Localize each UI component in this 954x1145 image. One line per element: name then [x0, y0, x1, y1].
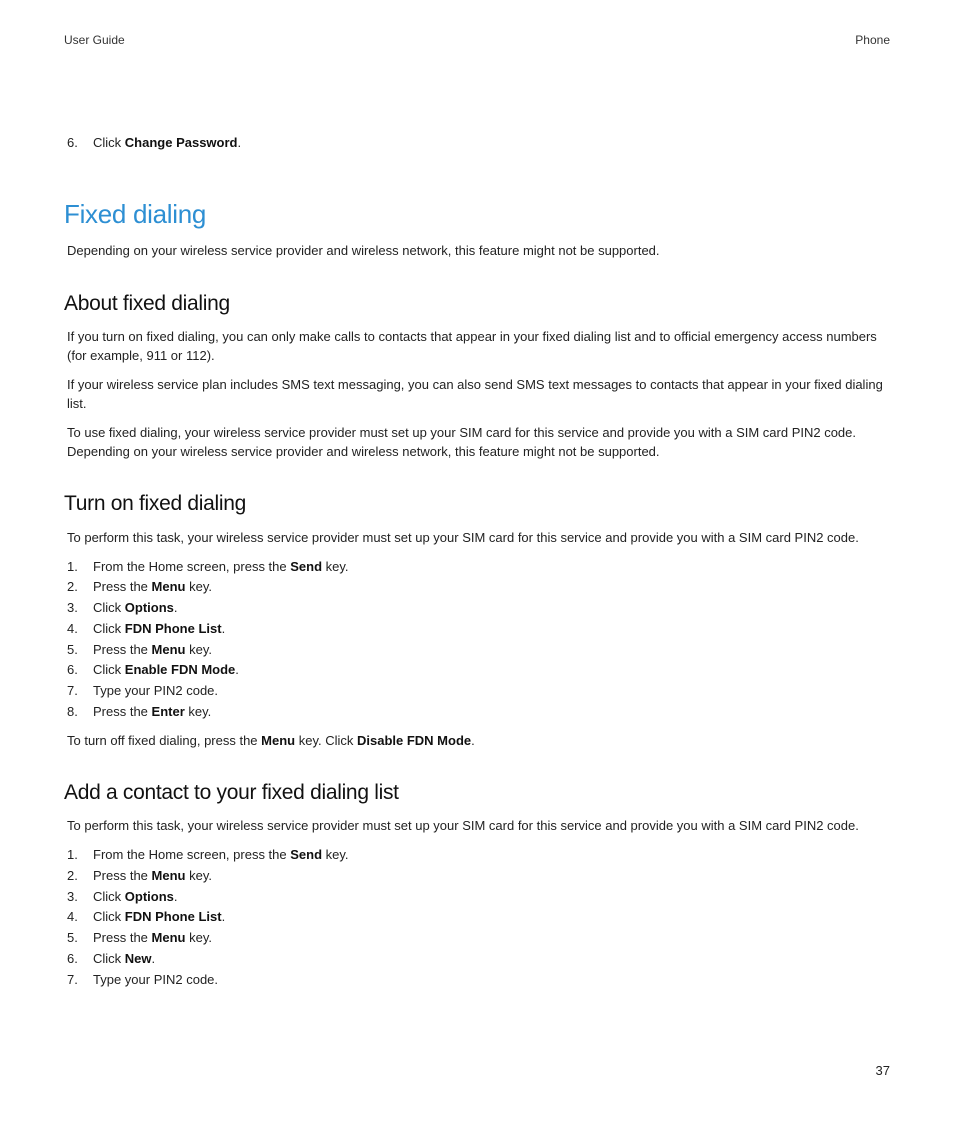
running-header-left: User Guide	[64, 33, 125, 47]
list-item	[64, 660, 892, 681]
step-text-end: .	[221, 909, 226, 925]
step-ui-term: Menu	[151, 579, 186, 595]
turn-off-note	[67, 731, 892, 750]
step-ui-term: Menu	[151, 930, 186, 946]
step-text-end: .	[235, 662, 239, 678]
step-text-end: key.	[185, 579, 212, 595]
note-text: .	[471, 733, 475, 749]
section-heading-about: About fixed dialing	[64, 291, 230, 315]
step-ui-term: New	[124, 950, 152, 966]
step-number: 1.	[67, 558, 78, 574]
about-paragraph-3: To use fixed dialing, your wireless service provider must set up your SIM card for this service and provide you with a SIM card PIN2 code. Depending on your wireless service provider and wireless network, this feature might not be supported.	[67, 424, 857, 459]
step-text: Click	[93, 888, 125, 904]
step-text-end: key.	[185, 641, 212, 657]
note-text: To turn off fixed dialing, press the	[67, 733, 262, 749]
list-item	[64, 598, 892, 619]
step-text-end: key.	[322, 558, 349, 574]
list-item	[64, 702, 892, 723]
step-ui-term: Send	[290, 847, 323, 863]
title-note: Depending on your wireless service provider and wireless network, this feature might not be supported.	[67, 242, 660, 258]
add-contact-intro: To perform this task, your wireless service provider must set up your SIM card for this service and provide you with a SIM card PIN2 code.	[67, 818, 859, 834]
list-item	[64, 887, 892, 908]
page-content	[64, 133, 892, 990]
list-item	[64, 928, 892, 949]
step-text: Click	[93, 620, 125, 636]
step-ui-term: FDN Phone List	[124, 909, 222, 925]
running-header-right: Phone	[855, 33, 890, 47]
step-text-end: key.	[322, 847, 349, 863]
step-text: Click	[93, 135, 125, 150]
section-heading-add-contact: Add a contact to your fixed dialing list	[64, 781, 399, 805]
step-number: 4.	[67, 909, 78, 925]
step-number: 7.	[67, 682, 78, 698]
step-number: 4.	[67, 620, 78, 636]
step-text-end: .	[173, 888, 178, 904]
list-item	[64, 619, 892, 640]
step-text-end: key.	[184, 703, 212, 719]
step-ui-term: Send	[290, 558, 323, 574]
step-text: Press the	[93, 579, 152, 595]
step-number: 2.	[67, 868, 78, 884]
about-paragraph-1: If you turn on fixed dialing, you can only make calls to contacts that appear in your fixed dialing list and to official emergency access numbers (for example, 911 or 112).	[67, 328, 877, 363]
list-item	[64, 845, 892, 866]
step-number: 5.	[67, 641, 78, 657]
step-text: Press the	[93, 868, 152, 884]
step-text: From the Home screen, press the	[93, 847, 291, 863]
list-item	[64, 866, 892, 887]
step-ui-term: Menu	[151, 641, 186, 657]
list-item	[64, 681, 892, 702]
turn-on-intro: To perform this task, your wireless service provider must set up your SIM card for this service and provide you with a SIM card PIN2 code.	[67, 529, 859, 545]
step-ui-term: Enter	[151, 703, 185, 719]
step-ui-term: Options	[124, 600, 174, 616]
step-text: Click	[93, 600, 125, 616]
step-ui-term: Options	[124, 888, 174, 904]
step-text-end: .	[237, 135, 242, 150]
step-text: Click	[93, 909, 125, 925]
list-item	[64, 949, 892, 970]
step-ui-term: Menu	[151, 868, 186, 884]
note-ui-term: Menu	[261, 733, 296, 749]
step-number: 6.	[67, 135, 78, 150]
step-text-end: key.	[185, 868, 212, 884]
step-text: Click	[93, 662, 125, 678]
step-number: 6.	[67, 950, 78, 966]
step-text: Click	[93, 950, 125, 966]
step-number: 7.	[67, 971, 78, 987]
list-item	[64, 557, 892, 578]
list-item	[64, 640, 892, 661]
list-item	[64, 577, 892, 598]
step-number: 6.	[67, 662, 78, 678]
step-ui-term: Enable FDN Mode	[124, 662, 236, 678]
step-text: Press the	[93, 930, 152, 946]
step-text-end: .	[221, 620, 226, 636]
step-ui-term: FDN Phone List	[124, 620, 222, 636]
step-text-end: .	[151, 950, 156, 966]
list-item	[64, 133, 892, 154]
step-number: 1.	[67, 847, 78, 863]
step-text: Type your PIN2 code.	[93, 682, 219, 698]
section-heading-turn-on: Turn on fixed dialing	[64, 491, 247, 515]
step-text: From the Home screen, press the	[93, 558, 291, 574]
step-ui-term: Change Password	[124, 135, 238, 150]
step-number: 8.	[67, 703, 78, 719]
step-text: Type your PIN2 code.	[93, 971, 219, 987]
step-text-end: .	[173, 600, 178, 616]
add-contact-steps-list	[64, 845, 892, 990]
step-number: 3.	[67, 600, 78, 616]
step-text: Press the	[93, 641, 152, 657]
turn-on-steps-list	[64, 557, 892, 723]
about-paragraph-2: If your wireless service plan includes SMS text messaging, you can also send SMS text messages to contacts that appear in your fixed dialing list.	[67, 376, 883, 411]
step-text: Press the	[93, 703, 152, 719]
step-number: 2.	[67, 579, 78, 595]
step-text-end: key.	[185, 930, 212, 946]
list-item	[64, 970, 892, 991]
page-number: 37	[875, 1063, 890, 1078]
note-ui-term: Disable FDN Mode	[357, 733, 472, 749]
list-item	[64, 907, 892, 928]
note-text: key. Click	[295, 733, 357, 749]
page-title: Fixed dialing	[64, 198, 207, 229]
step-number: 5.	[67, 930, 78, 946]
step-number: 3.	[67, 888, 78, 904]
